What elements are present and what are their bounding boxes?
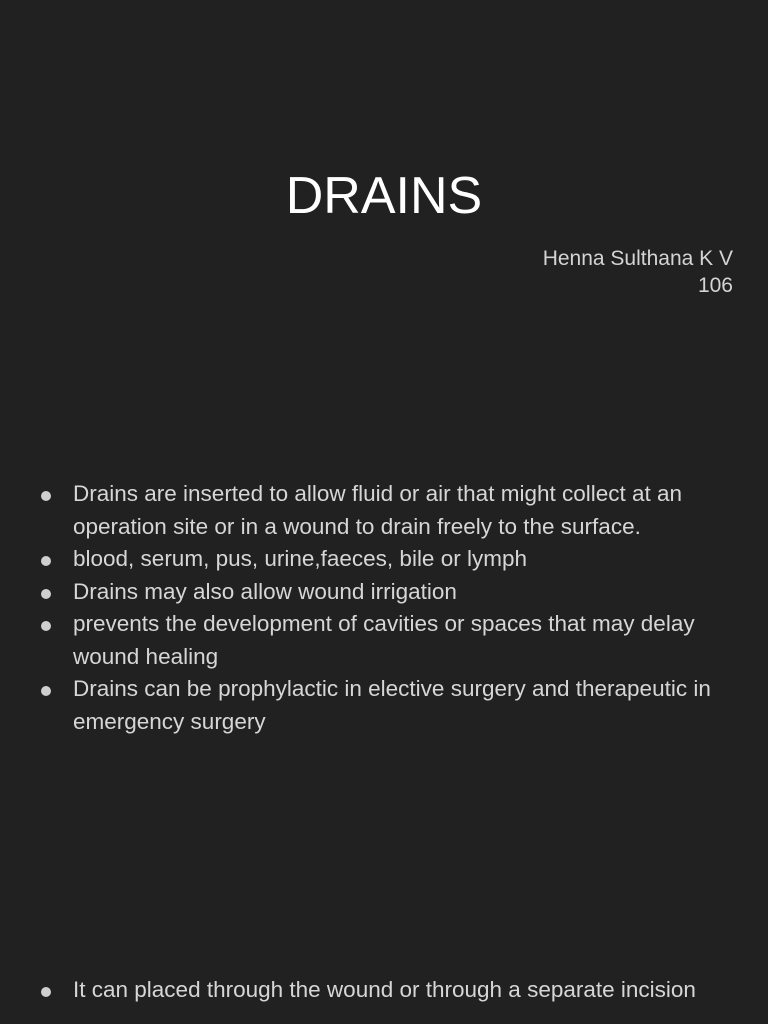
author-name: Henna Sulthana K V xyxy=(542,247,733,270)
bullet-icon xyxy=(41,589,51,599)
bullet-icon xyxy=(41,556,51,566)
author-block xyxy=(543,245,733,299)
page-title: DRAINS xyxy=(285,167,483,225)
list-item-text: blood, serum, pus, urine,faeces, bile or lymph xyxy=(73,546,527,571)
bullet-icon xyxy=(41,686,51,696)
bullet-icon xyxy=(41,987,51,997)
list-item xyxy=(0,673,768,738)
list-item-text: Drains can be prophylactic in elective surgery and therapeutic in emergency surgery xyxy=(73,676,711,734)
list-item xyxy=(0,608,768,673)
list-item-text: It can placed through the wound or through a separate incision xyxy=(73,977,696,1002)
list-item-text: Drains are inserted to allow fluid or air that might collect at an operation site or in a wound to drain freely to the surface. xyxy=(73,481,683,539)
bullet-list xyxy=(0,478,768,738)
author-roll-number: 106 xyxy=(697,274,733,297)
bullet-icon xyxy=(41,621,51,631)
bullet-list xyxy=(0,974,768,1007)
bullet-icon xyxy=(41,491,51,501)
list-item xyxy=(0,974,768,1007)
list-item xyxy=(0,543,768,576)
list-item xyxy=(0,576,768,609)
list-item-text: Drains may also allow wound irrigation xyxy=(73,578,457,604)
list-item xyxy=(0,478,768,543)
list-item-text: prevents the development of cavities or spaces that may delay wound healing xyxy=(73,611,695,669)
